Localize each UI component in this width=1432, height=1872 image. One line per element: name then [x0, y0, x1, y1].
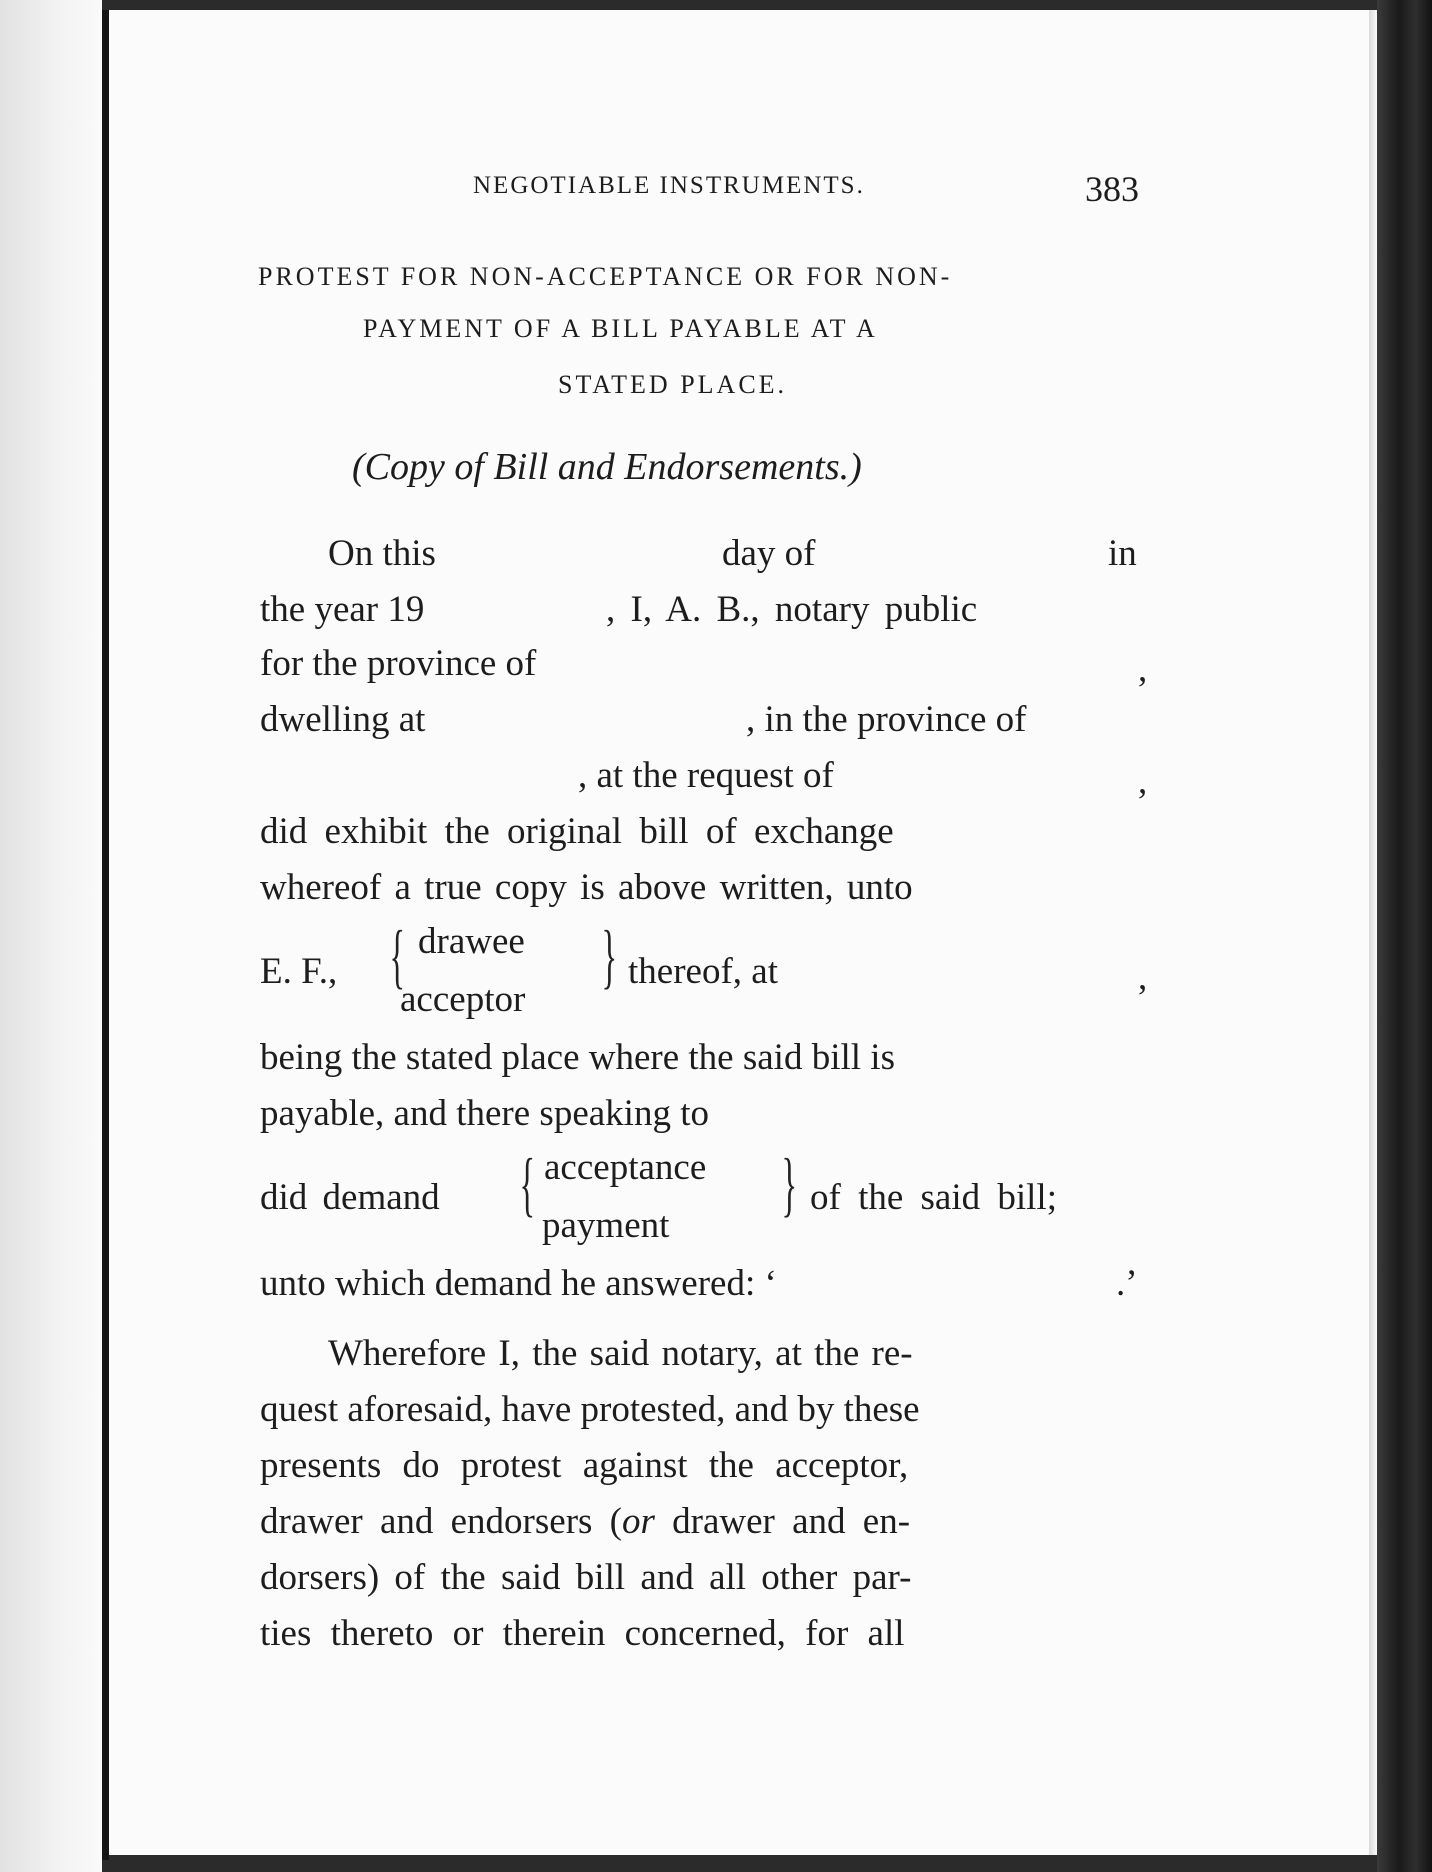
- option-acceptance: acceptance: [544, 1147, 707, 1188]
- text-fragment: , I, A. B., notary public: [606, 589, 978, 630]
- section-title-line-3: STATED PLACE.: [558, 370, 788, 399]
- text-fragment: , at the request of: [578, 755, 834, 796]
- text-line: quest aforesaid, have protested, and by these: [260, 1389, 920, 1430]
- text-fragment: .’: [1116, 1263, 1138, 1304]
- text-line: payable, and there speaking to: [260, 1093, 709, 1134]
- section-title-line-2: PAYMENT OF A BILL PAYABLE AT A: [363, 314, 878, 343]
- facing-page-edge: [0, 0, 102, 1872]
- text-fragment: day of: [722, 533, 816, 574]
- text-fragment: ,: [1138, 649, 1148, 690]
- text-line: did exhibit the original bill of exchange: [260, 811, 894, 852]
- running-head: NEGOTIABLE INSTRUMENTS.: [473, 172, 865, 199]
- text-line: whereof a true copy is above written, unto: [260, 867, 913, 908]
- text-fragment: On this: [328, 533, 436, 574]
- right-brace: }: [601, 916, 618, 996]
- text-fragment: in: [1108, 533, 1137, 574]
- section-subtitle: (Copy of Bill and Endorsements.): [352, 446, 862, 488]
- text-line: presents do protest against the acceptor,: [260, 1445, 909, 1486]
- text-line: dorsers) of the said bill and all other par-: [260, 1557, 912, 1598]
- option-payment: payment: [542, 1205, 670, 1246]
- left-brace: {: [519, 1144, 536, 1224]
- text-fragment: of the said bill;: [810, 1177, 1057, 1218]
- page-number: 383: [1085, 169, 1139, 209]
- option-drawee: drawee: [418, 921, 525, 962]
- text-fragment: did demand: [260, 1177, 440, 1218]
- text-fragment: ,: [1138, 957, 1148, 998]
- right-brace: }: [781, 1144, 798, 1224]
- section-title-line-1: PROTEST FOR NON-ACCEPTANCE OR FOR NON-: [258, 262, 953, 291]
- text-fragment: unto which demand he answered: ‘: [260, 1263, 777, 1304]
- text-fragment: for the province of: [260, 643, 537, 684]
- option-acceptor: acceptor: [400, 979, 526, 1020]
- page-edge-shadow: [1369, 10, 1377, 1855]
- book-cover-edge: [1377, 0, 1432, 1872]
- text-fragment: E. F.,: [260, 951, 338, 992]
- gutter: [102, 10, 109, 1860]
- text-line: Wherefore I, the said notary, at the re-: [328, 1333, 913, 1374]
- text-fragment: dwelling at: [260, 699, 426, 740]
- text-fragment: the year 19: [260, 589, 425, 630]
- text-fragment: , in the province of: [746, 699, 1027, 740]
- text-line: being the stated place where the said bill is: [260, 1037, 895, 1078]
- left-brace: {: [389, 916, 406, 996]
- text-line: drawer and endorsers (or drawer and en-: [260, 1501, 911, 1542]
- text-fragment: ,: [1138, 761, 1148, 802]
- text-fragment: thereof, at: [628, 951, 778, 992]
- text-line: ties thereto or therein concerned, for all: [260, 1613, 905, 1654]
